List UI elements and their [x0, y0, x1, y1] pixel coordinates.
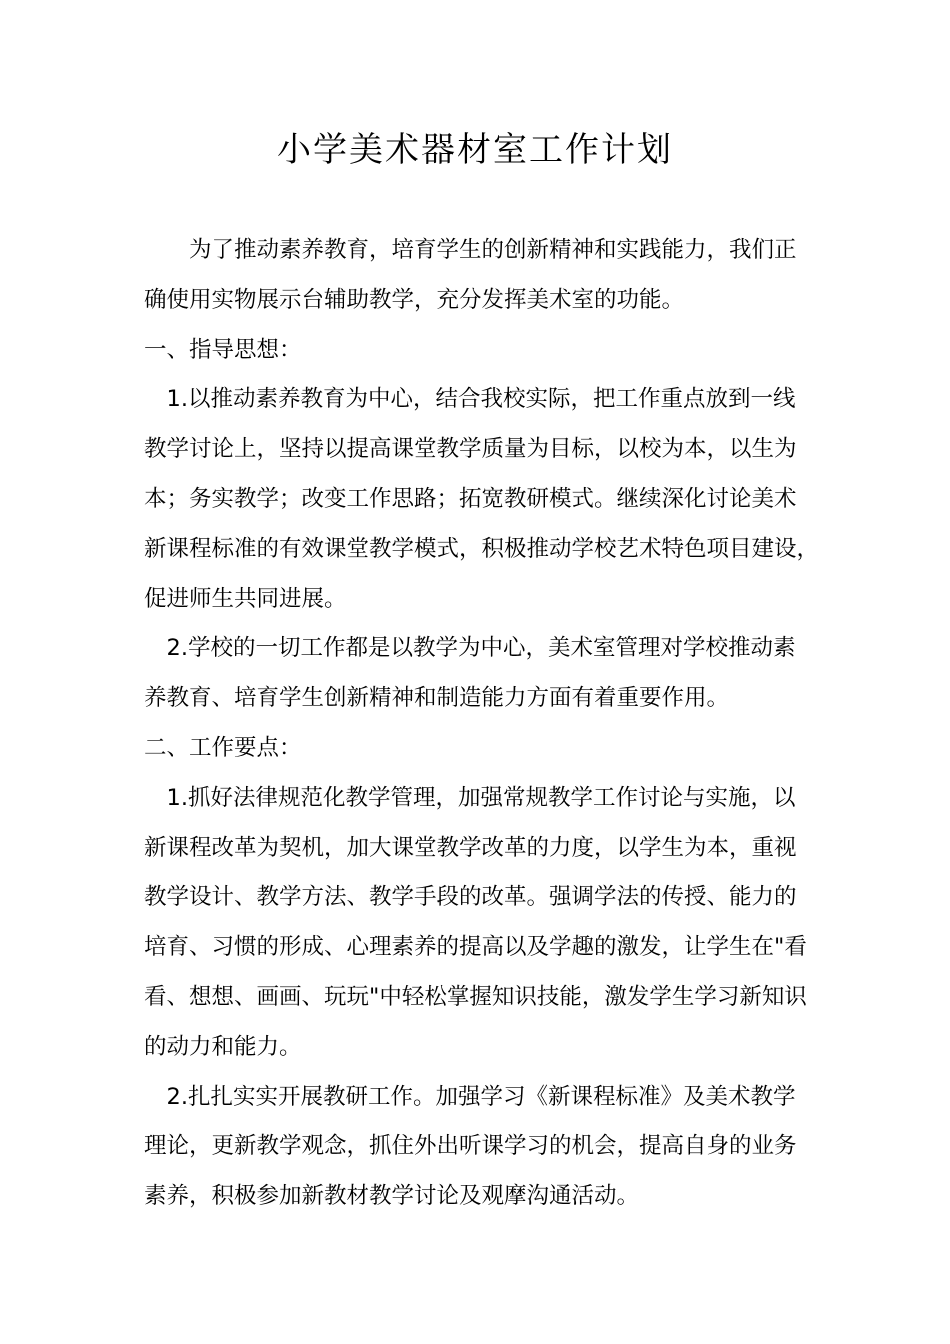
- text-line: 新课程标准的有效课堂教学模式，积极推动学校艺术特色项目建设，: [144, 535, 820, 562]
- text-line: 1.以推动素养教育为中心，结合我校实际，把工作重点放到一线: [144, 386, 796, 413]
- text-line: 1.抓好法律规范化教学管理，加强常规教学工作讨论与实施，以: [144, 784, 796, 811]
- text-line: 为了推动素养教育，培育学生的创新精神和实践能力，我们正: [144, 237, 797, 263]
- text-line: 2.扎扎实实开展教研工作。加强学习《新课程标准》及美术教学: [144, 1083, 796, 1110]
- document-body: [144, 226, 820, 1222]
- text-line: 素养，积极参加新教材教学讨论及观摩沟通活动。: [144, 1183, 640, 1210]
- text-line: 的动力和能力。: [144, 1033, 302, 1060]
- text-line: 新课程改革为契机，加大课堂教学改革的力度，以学生为本，重视: [144, 834, 797, 861]
- text-line: 教学讨论上，坚持以提高课堂教学质量为目标，以校为本，以生为: [144, 436, 797, 463]
- text-line: 理论，更新教学观念，抓住外出听课学习的机会，提高自身的业务: [144, 1133, 797, 1160]
- text-line: 培育、习惯的形成、心理素养的提高以及学趣的激发，让学生在"看: [144, 934, 807, 961]
- text-line: 2.学校的一切工作都是以教学为中心，美术室管理对学校推动素: [144, 635, 796, 662]
- text-line: 看、想想、画画、玩玩"中轻松掌握知识技能，激发学生学习新知识: [144, 983, 807, 1010]
- text-line: 本；务实教学；改变工作思路；拓宽教研模式。继续深化讨论美术: [144, 485, 797, 512]
- text-line: 养教育、培育学生创新精神和制造能力方面有着重要作用。: [144, 685, 730, 712]
- text-line: 确使用实物展示台辅助教学，充分发挥美术室的功能。: [144, 286, 685, 313]
- document-title: 小学美术器材室工作计划: [277, 130, 673, 170]
- text-line: 促进师生共同进展。: [144, 585, 347, 612]
- section-heading: 一、指导思想：: [144, 336, 302, 363]
- text-line: 教学设计、教学方法、教学手段的改革。强调学法的传授、能力的: [144, 884, 797, 911]
- section-heading: 二、工作要点：: [144, 734, 302, 761]
